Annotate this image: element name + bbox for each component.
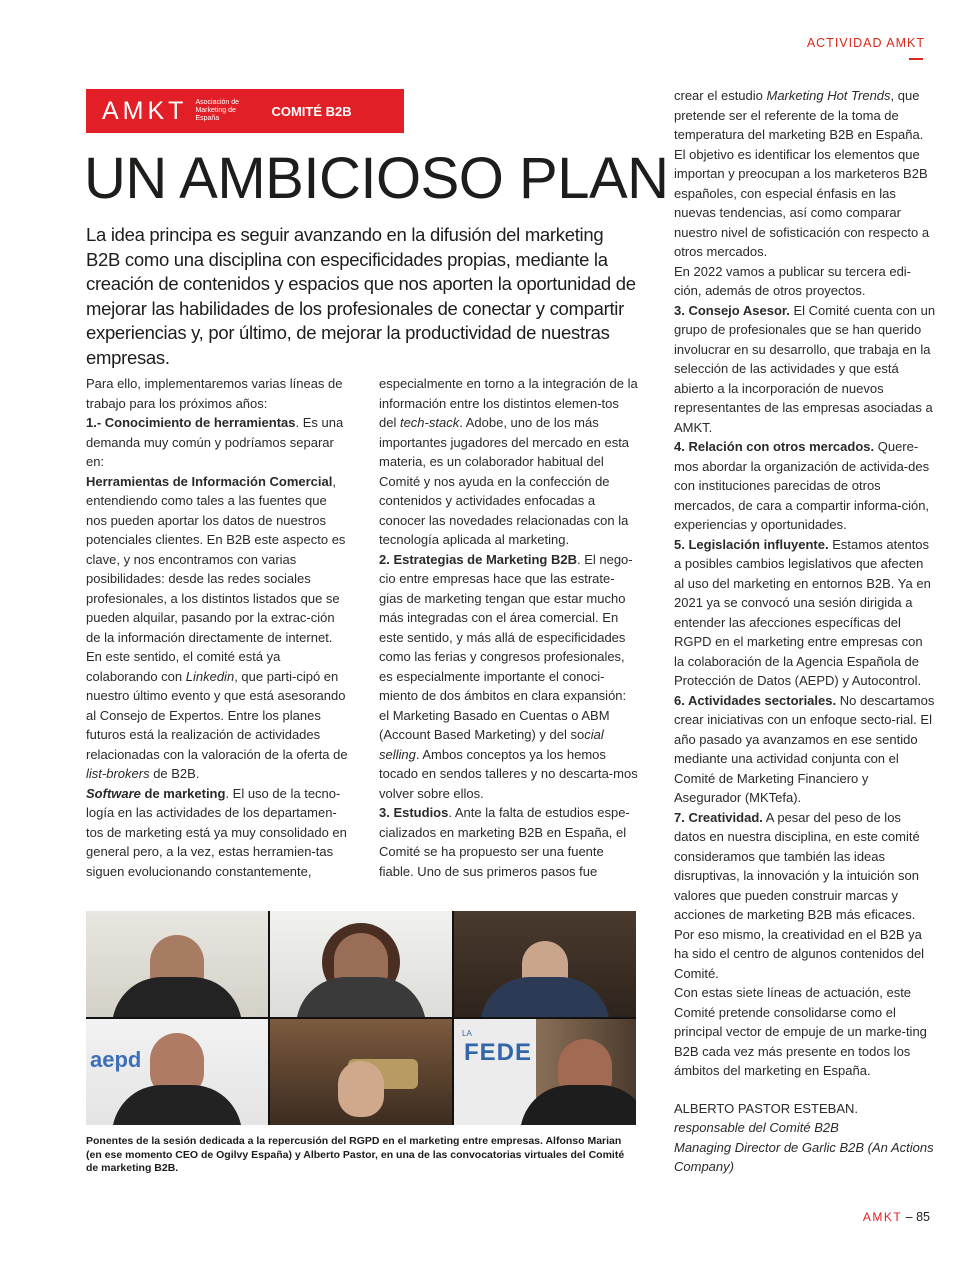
section-label: ACTIVIDAD AMKT	[806, 36, 925, 50]
subheading: 7. Creatividad.	[674, 809, 763, 825]
paragraph: Con estas siete líneas de actuación, este Comité pretende consolidarse como el principal vector de empuje de un marke-ting B2B cada vez más presente en todos los ámbitos del marketing en España.	[674, 985, 927, 1078]
footer-separator: –	[905, 1210, 913, 1224]
committee-name: COMITÉ B2B	[271, 103, 352, 119]
subheading: 5. Legislación influyente.	[674, 536, 829, 552]
photo-caption: Ponentes de la sesión dedicada a la repercusión del RGPD en el marketing entre empresas. Alfonso Marian (en ese momento CEO de Ogilvy España) y Alberto Pastor, en una de las convocatorias virtuales del Comité de marketing B2B.	[86, 1135, 625, 1174]
text-column-2	[379, 374, 638, 881]
paragraph: 3. Estudios. Ante la falta de estudios espe-cializados en marketing B2B en España, el Comité se ha propuesto ser una fuente fiable. Uno de sus primeros pasos fue	[379, 805, 630, 879]
section-rule	[909, 58, 923, 60]
amkt-logo: AMKT	[102, 96, 188, 125]
subheading: 4. Relación con otros mercados.	[674, 439, 875, 454]
aepd-logo: aepd	[90, 1047, 142, 1072]
article-title: UN AMBICIOSO PLAN	[84, 146, 669, 211]
subheading: Herramientas de Información Comercial	[86, 473, 333, 489]
page-number: 85	[916, 1210, 930, 1224]
signature-company: Managing Director de Garlic B2B (An Actions Company)	[674, 1139, 934, 1174]
association-name: Asociación de Marketing de España	[195, 99, 240, 122]
subheading: 2. Estrategias de Marketing B2B	[379, 551, 577, 567]
paragraph: 7. Creatividad. A pesar del peso de los datos en nuestra disciplina, en este comité consideramos que también las ideas disruptivas, la innovación y la intuición son valores que pueden construir marcas y acciones de marketing B2B más eficaces. Por eso mismo, la creatividad en el B2B ya ha sido el centro de algunos contenidos del Comité.	[674, 809, 925, 981]
participant-tile	[454, 911, 636, 1017]
participant-tile	[454, 1019, 636, 1125]
fede-logo: FEDE	[464, 1039, 533, 1066]
video-call-photo	[86, 911, 636, 1125]
footer-brand: AMKT	[862, 1210, 903, 1224]
paragraph: Software de marketing. El uso de la tecno-logía en las actividades de los departamen-tos de marketing está ya muy consolidado en general pero, a la vez, estas herramien-tas siguen evolucionando constantemente,	[86, 785, 347, 879]
paragraph: Para ello, implementaremos varias líneas de trabajo para los próximos años: 1.- Conocimiento de herramientas. Es una demanda muy común y podríamos separar en:	[86, 376, 344, 469]
article-lead: La idea principa es seguir avanzando en la difusión del marketing B2B como una disciplina con especificidades propias, mediante la creación de contenidos y espacios que nos aporten la oportunidad de mejorar las habilidades de los profesionales de conectar y compartir experiencias y, por último, de mejorar la productividad de nuestras empresas.	[86, 224, 636, 368]
subheading: 3. Consejo Asesor.	[674, 302, 790, 318]
paragraph: 4. Relación con otros mercados. Quere-mos abordar la organización de activida-des con instituciones parecidas de otros mercados, de cara a compartir informa-ción, experiencias y oportunidades.	[674, 439, 930, 532]
fede-logo-prefix: LA	[462, 1029, 472, 1038]
paragraph: crear el estudio Marketing Hot Trends, que pretende ser el referente de la toma de temperatura del marketing B2B en España. El objetivo es identificar los elementos que importan y preocupan a los marketeros B2B españoles, con especial énfasis en las nuevas tendencias, así como comparar nuestro nivel de sofisticación con respecto a otros mercados.	[674, 88, 930, 259]
paragraph: especialmente en torno a la integración de la información entre los distintos elemen-tos del tech-stack. Adobe, uno de los más importantes jugadores del mercado en esta materia, es un colaborador habitual del Comité y nos ayuda en la confección de contenidos y actividades enfocadas a conocer las novedades relacionadas con la tecnología aplicada al marketing.	[379, 376, 638, 547]
participant-tile	[270, 911, 452, 1017]
signature	[674, 1099, 936, 1177]
paragraph: 2. Estrategias de Marketing B2B. El nego-cio entre empresas hace que las estrate-gias de marketing tengan que estar mucho más integradas con el área comercial. En este sentido, y más allá de especificidades como las ferias y congresos profesionales, es especialmente importante el conoci-miento de dos ámbitos en clara expansión: el Marketing Basado en Cuentas o ABM (Account Based Marketing) y del social selling. Ambos conceptos ya los hemos tocado en sendos talleres y no descarta-mos volver sobre ellos.	[379, 551, 638, 801]
text-column-1	[86, 374, 348, 881]
participant-tile	[86, 1019, 268, 1125]
committee-banner	[86, 89, 404, 133]
subheading: 6. Actividades sectoriales.	[674, 692, 837, 708]
paragraph: 3. Consejo Asesor. El Comité cuenta con un grupo de profesionales que se han querido involucrar en su desarrollo, que trabaja en la selección de las actividades y que está abierto a la incorporación de nuevos representantes de las empresas asociadas a AMKT.	[674, 302, 936, 435]
signature-name: ALBERTO PASTOR ESTEBAN.	[674, 1100, 858, 1116]
subheading: 1.- Conocimiento de herramientas	[86, 415, 296, 430]
paragraph: 6. Actividades sectoriales. No descartamos crear iniciativas con un enfoque secto-rial. El año pasado ya avanzamos en ese sentido mediante una actividad conjunta con el Comité de Marketing Financiero y Asegurador (MKTefa).	[674, 692, 935, 805]
subheading: Software	[86, 785, 141, 801]
paragraph: 5. Legislación influyente. Estamos atentos a posibles cambios legislativos que afecten al uso del marketing en entornos B2B. Ya en 2021 ya se convocó una sesión dirigida a entender las afecciones específicas del RGPD en el marketing entre empresas con la colaboración de la Agencia Española de Protección de Datos (AEPD) y Autocontrol.	[674, 536, 931, 688]
subheading: 3. Estudios	[379, 805, 449, 820]
text-column-3	[674, 86, 936, 1177]
signature-role: responsable del Comité B2B	[674, 1120, 839, 1135]
paragraph: Herramientas de Información Comercial, entendiendo como tales a las fuentes que nos pueden aportar los datos de nuestros potenciales clientes. En B2B este aspecto es clave, y nos encontramos con varias posibilidades: desde las redes sociales profesionales, a los distintos listados que se pueden alquilar, pasando por la extrac-ción de la información directamente de internet. En este sentido, el comité está ya colaborando con Linkedin, que parti-cipó en nuestro último evento y que está asesorando al Consejo de Expertos. Entre los planes futuros está la realización de actividades relacionadas con la valoración de la oferta de list-brokers de B2B.	[86, 473, 348, 781]
participant-tile	[270, 1019, 452, 1125]
paragraph: En 2022 vamos a publicar su tercera edi-ción, además de otros proyectos.	[674, 263, 912, 298]
participant-tile	[86, 911, 268, 1017]
page-footer	[863, 1210, 930, 1224]
